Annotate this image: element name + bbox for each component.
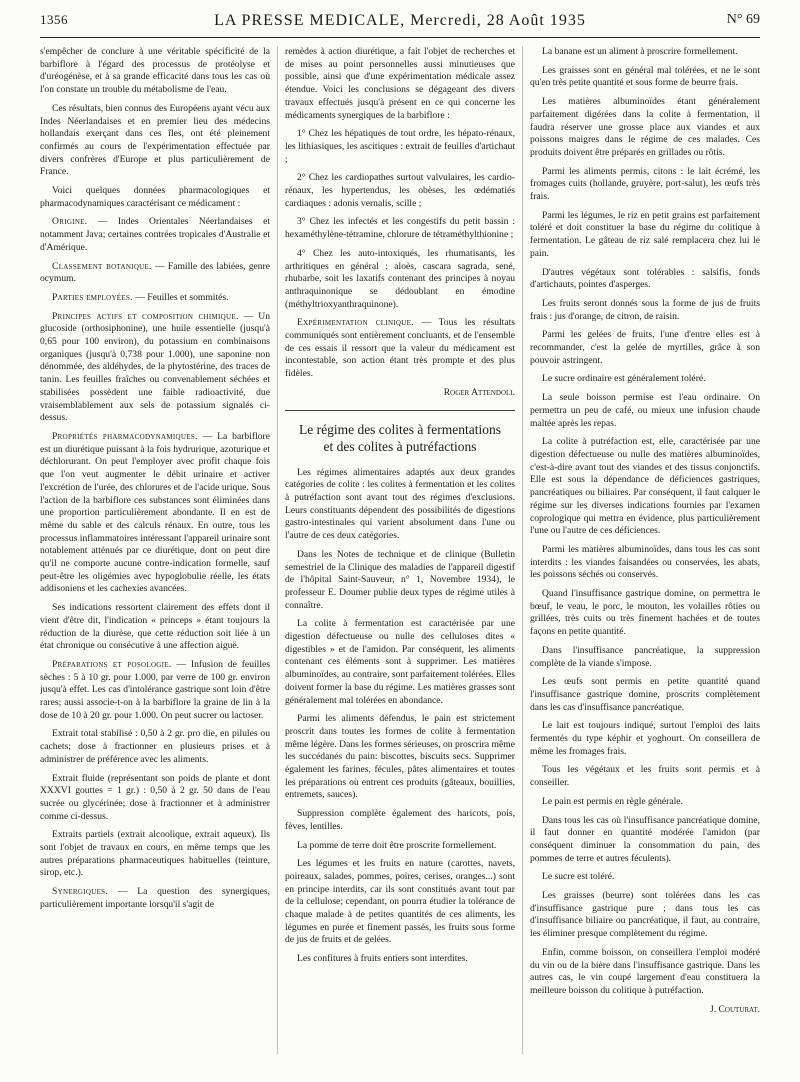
article-separator: [285, 410, 515, 411]
paragraph: Extrait total stabilisé : 0,50 à 2 gr. pro die, en pilules ou cachets; dose à fractionner en plusieurs prises et à administrer de préférence avec les aliments.: [40, 728, 270, 765]
section-label: Classement botanique.: [52, 260, 152, 272]
article-title-line: Le régime des colites à fermentations: [298, 421, 502, 437]
column-right: [530, 46, 760, 1054]
section-label: Propriétés pharmacodynamiques.: [52, 430, 198, 442]
section-label: Parties employées.: [52, 291, 133, 303]
paragraph: Les graisses (beurre) sont tolérées dans les cas d'insuffisance gastrique pure ; dans tous les cas d'insuffisance biliaire ou pancréatique, il faut, au contraire, les éliminer presque complètement du régime.: [530, 890, 760, 940]
paragraph: La seule boisson permise est l'eau ordinaire. On permettra un peu de café, ou mieux une infusion chaude maltée après les repas.: [530, 392, 760, 429]
paragraph: Ces résultats, bien connus des Européens ayant vécu aux Indes Néerlandaises et en premier lieu des médecins hollandais exerçant dans ces îles, ont été pleinement confirmés au cours de l'expérimentation effectuée par divers confrères d'Europe et plus particulièrement de France.: [40, 102, 270, 178]
header-rule: [40, 37, 760, 38]
paragraph: La colite à fermentation est caractérisée par une digestion défectueuse ou nulle des celluloses dites « digestibles » et de l'amidon. Par conséquent, les aliments contenant ces éléments sont à supprimer. Les matières albuminoïdes, au contraire, sont parfaitement tolérées. Elles doivent former la base du régime. Les matières grasses sont généralement mal tolérées en abondance.: [285, 618, 515, 706]
section-text: — Famille des labiées, genre ocymum.: [40, 260, 270, 285]
paragraph: Suppression complète également des haricots, pois, fèves, lentilles.: [285, 808, 515, 832]
section-experimentation: [285, 317, 515, 381]
paragraph: Dans les Notes de technique et de clinique (Bulletin semestriel de la Clinique des maladies de l'appareil digestif de l'hôpital Saint-Sauveur, n° 1, Novembre 1934), le professeur E. Doumer publie deux types de régime utiles à connaître.: [285, 548, 515, 611]
paragraph: Le lait est toujours indiqué, surtout l'emploi des laits fermentés du type képhir et yoghourt. On conseillera de même les fromages frais.: [530, 720, 760, 757]
column-left: [40, 46, 270, 1054]
column-middle: [285, 46, 515, 1054]
column-divider: [277, 46, 278, 1054]
paragraph: Enfin, comme boisson, on conseillera l'emploi modéré du vin ou de la bière dans l'insuffisance gastrique. Dans les autres cas, le vin coupé largement d'eau constituera la meilleure boisson du colitique à putréfaction.: [530, 946, 760, 996]
paragraph: Les confitures à fruits entiers sont interdites.: [297, 953, 468, 965]
paragraph: Ses indications ressortent clairement des effets dont il vient d'être dit, l'indication « princeps » étant toujours la réduction de la diurèse, que cette réduction soit liée à un état chronique ou consécutive à une affection aiguë.: [40, 602, 270, 652]
section-parties: [40, 292, 270, 305]
paragraph: Dans l'insuffisance pancréatique, la suppression complète de la viande s'impose.: [530, 644, 760, 669]
section-text: — Infusion de feuilles sèches : 5 à 10 gr. pour 1.000, par verre de 100 gr. environ jusqu'à effet. Les cas d'intolérance gastrique sont loin d'être rares; aussi associe-t-on à la barbiflore la graine de lin à la dose de 10 à 20 gr. pour 1.000. On peut sucrer ou lactoser.: [40, 658, 270, 721]
section-synergiques: [40, 886, 270, 911]
section-text: — Feuilles et sommités.: [132, 291, 229, 303]
paragraph: Parmi les légumes, le riz en petit grains est parfaitement toléré et doit constituer la base du régime du colitique à fermentation. Le gâteau de riz salé remplacera chez lui le pain.: [530, 209, 760, 259]
paragraph: Les œufs sont permis en petite quantité quand l'insuffisance gastrique domine, proscrits complètement dans les cas d'insuffisance pancréatique.: [530, 676, 760, 713]
section-label: Principes actifs et composition chimique.: [52, 310, 239, 322]
section-text: — Indes Orientales Néerlandaises et notamment Java; certaines contrées tropicales d'Australie et d'Amérique.: [40, 216, 270, 253]
paragraph: D'autres végétaux sont tolérables : salsifis, fonds d'artichauts, pointes d'asperges.: [530, 266, 760, 291]
paragraph: Les matières albuminoïdes étant généralement parfaitement digérées dans la colite à fermentation, il faudra réserver une grosse place aux viandes et aux poissons maigres dans le régime de ces malades. Ces produits doivent être préparés en grillades ou rôtis.: [530, 96, 760, 158]
paragraph: remèdes à action diurétique, a fait l'objet de recherches et de mises au point personnelles aussi minutieuses que possible, ainsi que d'une expérimentation médicale assez étendue. Voici les conclusions se dégageant des divers travaux effectués jusqu'à présent en ce qui concerne les médicaments synergiques de la barbiflore :: [285, 46, 515, 121]
paragraph: La pomme de terre doit être proscrite formellement.: [297, 839, 497, 851]
paragraph: s'empêcher de conclure à une véritable spécificité de la barbiflore à l'égard des processus de protéolyse et d'uréogénèse, et à sa grande efficacité dans tous les cas où l'on constate un trouble du métabolisme de l'eau.: [40, 46, 270, 96]
section-text: — La question des synergiques, particulièrement importante lorsqu'il s'agit de: [40, 886, 270, 910]
section-text: — Tous les résultats communiqués sont entièrement concluants, et de l'ensemble de ces essais il ressort que la valeur du médicament est incontestable, son action étant très prompte et des plus fidèles.: [285, 317, 515, 380]
section-proprietes: [40, 431, 270, 596]
section-origine: [40, 216, 270, 254]
paragraph: La banane est un aliment à proscrire formellement.: [542, 46, 738, 57]
article-title: [285, 421, 515, 455]
page-number: 1356: [40, 12, 68, 27]
paragraph: Le pain est permis en règle générale.: [542, 795, 683, 807]
list-item: 4° Chez les auto-intoxiqués, les rhumatisants, les arthritiques en général : aloès, cascara sagrada, sené, rhubarbe, soit les laxatifs contenant des principes à noyau anthraquinonique se dédoublant en émodine (méthyltrioxyanthraquinone).: [285, 247, 515, 310]
section-text: — Un glucoside (orthosiphonine), une huile essentielle (jusqu'à 0,65 pour 100 environ), du potassium en combinaisons organiques (jusqu'à 0,738 pour 1.000), une saponine non dénommée, des aldéhydes, de la phytostérine, des traces de tanin. Les feuilles fraîches ou convenablement séchées et stabilisées possèdent une faible radioactivité, due vraisemblablement aux sels de potassium signalés ci-dessus.: [40, 310, 270, 424]
journal-title: LA PRESSE MEDICALE, Mercredi, 28 Août 1935: [214, 12, 586, 29]
list-item: 3° Chez les infectés et les congestifs du petit bassin : hexaméthylène-tétramine, chlorure de tétraméthylthionine ;: [285, 216, 515, 241]
list-item: 1° Chez les hépatiques de tout ordre, les hépato-rénaux, les lithiasiques, les ascitiques : extrait de feuilles d'artichaut ;: [285, 128, 515, 165]
section-label: Synergiques.: [52, 886, 109, 898]
list-item: 2° Chez les cardiopathes surtout valvulaires, les cardio-rénaux, les hypertendus, les obèses, les œdématiés cardiaques : adonis vernalis, scille ;: [285, 172, 515, 209]
issue-number: N° 69: [726, 12, 760, 27]
paragraph: Les fruits seront donnés sous la forme de jus de fruits frais : jus d'orange, de citron, de raisin.: [530, 297, 760, 322]
paragraph: Parmi les aliments permis, citons : le lait écrémé, les fromages cuits (hollande, gruyère, port-salut), les œufs très frais.: [530, 165, 760, 203]
section-principes: [40, 311, 270, 425]
paragraph: La colite à putréfaction est, elle, caractérisée par une digestion défectueuse ou nulle des matières albuminoïdes, c'est-à-dire avant tout des viandes et des tissus conjonctifs. Elle est sous la dépendance de déficiences gastriques, pancréatiques ou biliaires. Par conséquent, il faut calquer le régime sur les diverses indications fournies par l'examen coprologique qui mettra en évidence, plus particulièrement l'une ou l'autre de ces déficiences.: [530, 436, 760, 537]
page-header: [40, 12, 760, 34]
paragraph: Quand l'insuffisance gastrique domine, on permettra le bœuf, le veau, le porc, le mouton, les volailles rôties ou grillées, très cuits ou très finement hachées et de toutes façons en petite quantité.: [530, 588, 760, 638]
paragraph: Voici quelques données pharmacologiques et pharmacodynamiques caractérisant ce médicament :: [40, 185, 270, 209]
paragraph: Extraits partiels (extrait alcoolique, extrait aqueux). Ils sont l'objet de travaux en cours, en même temps que les autres préparations pharmaceutiques habituelles (teinture, sirop, etc.).: [40, 829, 270, 879]
paragraph: Parmi les aliments défendus, le pain est strictement proscrit dans toutes les formes de colite à fermentation même légère. Dans les formes sérieuses, on proscrira même les succédanés du pain: biscottes, biscuits secs. Supprimer également les farines, fécules, pâtes alimentaires et toutes les préparations où entrent ces produits (gâteaux, bouillies, entremets, sauces).: [285, 713, 515, 801]
section-classement: [40, 261, 270, 286]
section-label: Origine.: [52, 216, 88, 228]
paragraph: Les graisses sont en général mal tolérées, et ne le sont qu'en très petite quantité et sous forme de beurre frais.: [530, 64, 760, 89]
section-label: Expérimentation clinique.: [297, 317, 414, 329]
section-label: Préparations et posologie.: [52, 658, 172, 670]
paragraph: Les légumes et les fruits en nature (carottes, navets, poireaux, salades, pommes, poires, cerises, oranges...) sont en principe interdits, car ils sont constitués avant tout par de la cellulose; cependant, on pourra étudier la tolérance de chaque malade à de petites quantités de ces aliments, les légumes en purée et finement passés, les fruits sous forme de jus de fruits et de gelées.: [285, 858, 515, 946]
paragraph: Extrait fluide (représentant son poids de plante et dont XXXVI gouttes = 1 gr.) : 0,50 à 2 gr. 50 dans de l'eau sucrée ou glycérinée; dose à fractionner et à administrer comme ci-dessus.: [40, 772, 270, 822]
author-signature: J. Couturat.: [710, 1003, 760, 1015]
paragraph: Tous les végétaux et les fruits sont permis et à conseiller.: [530, 764, 760, 789]
author-signature: Roger Attendoli.: [443, 386, 515, 398]
section-preparations: [40, 659, 270, 723]
paragraph: Les régimes alimentaires adaptés aux deux grandes catégories de colite : les colites à fermentation et les colites à putréfaction sont avant tout des régimes d'exclusions. Leurs constituants dépendent des possibilités de digestions gastro-intestinales qui varient absolument dans l'une ou l'autre de ces deux catégories.: [285, 466, 515, 542]
column-divider: [522, 46, 523, 1054]
paragraph: Le sucre ordinaire est généralement toléré.: [542, 373, 706, 385]
paragraph: Parmi les matières albuminoïdes, dans tous les cas sont interdits : les viandes faisandées ou conservées, les abats, les poissons séchés ou conservés.: [530, 543, 760, 581]
section-text: — La barbiflore est un diurétique puissant à la fois hydrurique, azoturique et déchlorurant. On peut l'employer avec profit chaque fois que l'on veut augmenter le débit urinaire et activer l'excrétion de l'urée, des chlorures et de l'acide urique. Sous l'action de la barbiflore ces substances sont éliminées dans une proportion particulièrement abondante. Il en est de même du sable et des calculs rénaux. En outre, tous les processus inflammatoires intéressant l'appareil urinaire sont notablement atténués par ce diurétique, dont on peut dire qu'il ne comporte aucune contre-indication formelle, sauf peut-être les oligémies avec hypoglobulie réelle, les états addisoniens et les cachexies avancées.: [40, 430, 270, 595]
article-title-line: et des colites à putréfactions: [323, 438, 477, 454]
paragraph: Le sucre est toléré.: [542, 871, 615, 883]
paragraph: Dans tous les cas où l'insuffisance pancréatique domine, il faut donner en quantité modérée l'amidon (par conséquent diminuer la consommation du pain, des pommes de terre et autres féculents).: [530, 814, 760, 864]
paragraph: Parmi les gelées de fruits, l'une d'entre elles est à recommander, c'est la gelée de myrtilles, grâce à son pouvoir astringent.: [530, 329, 760, 366]
